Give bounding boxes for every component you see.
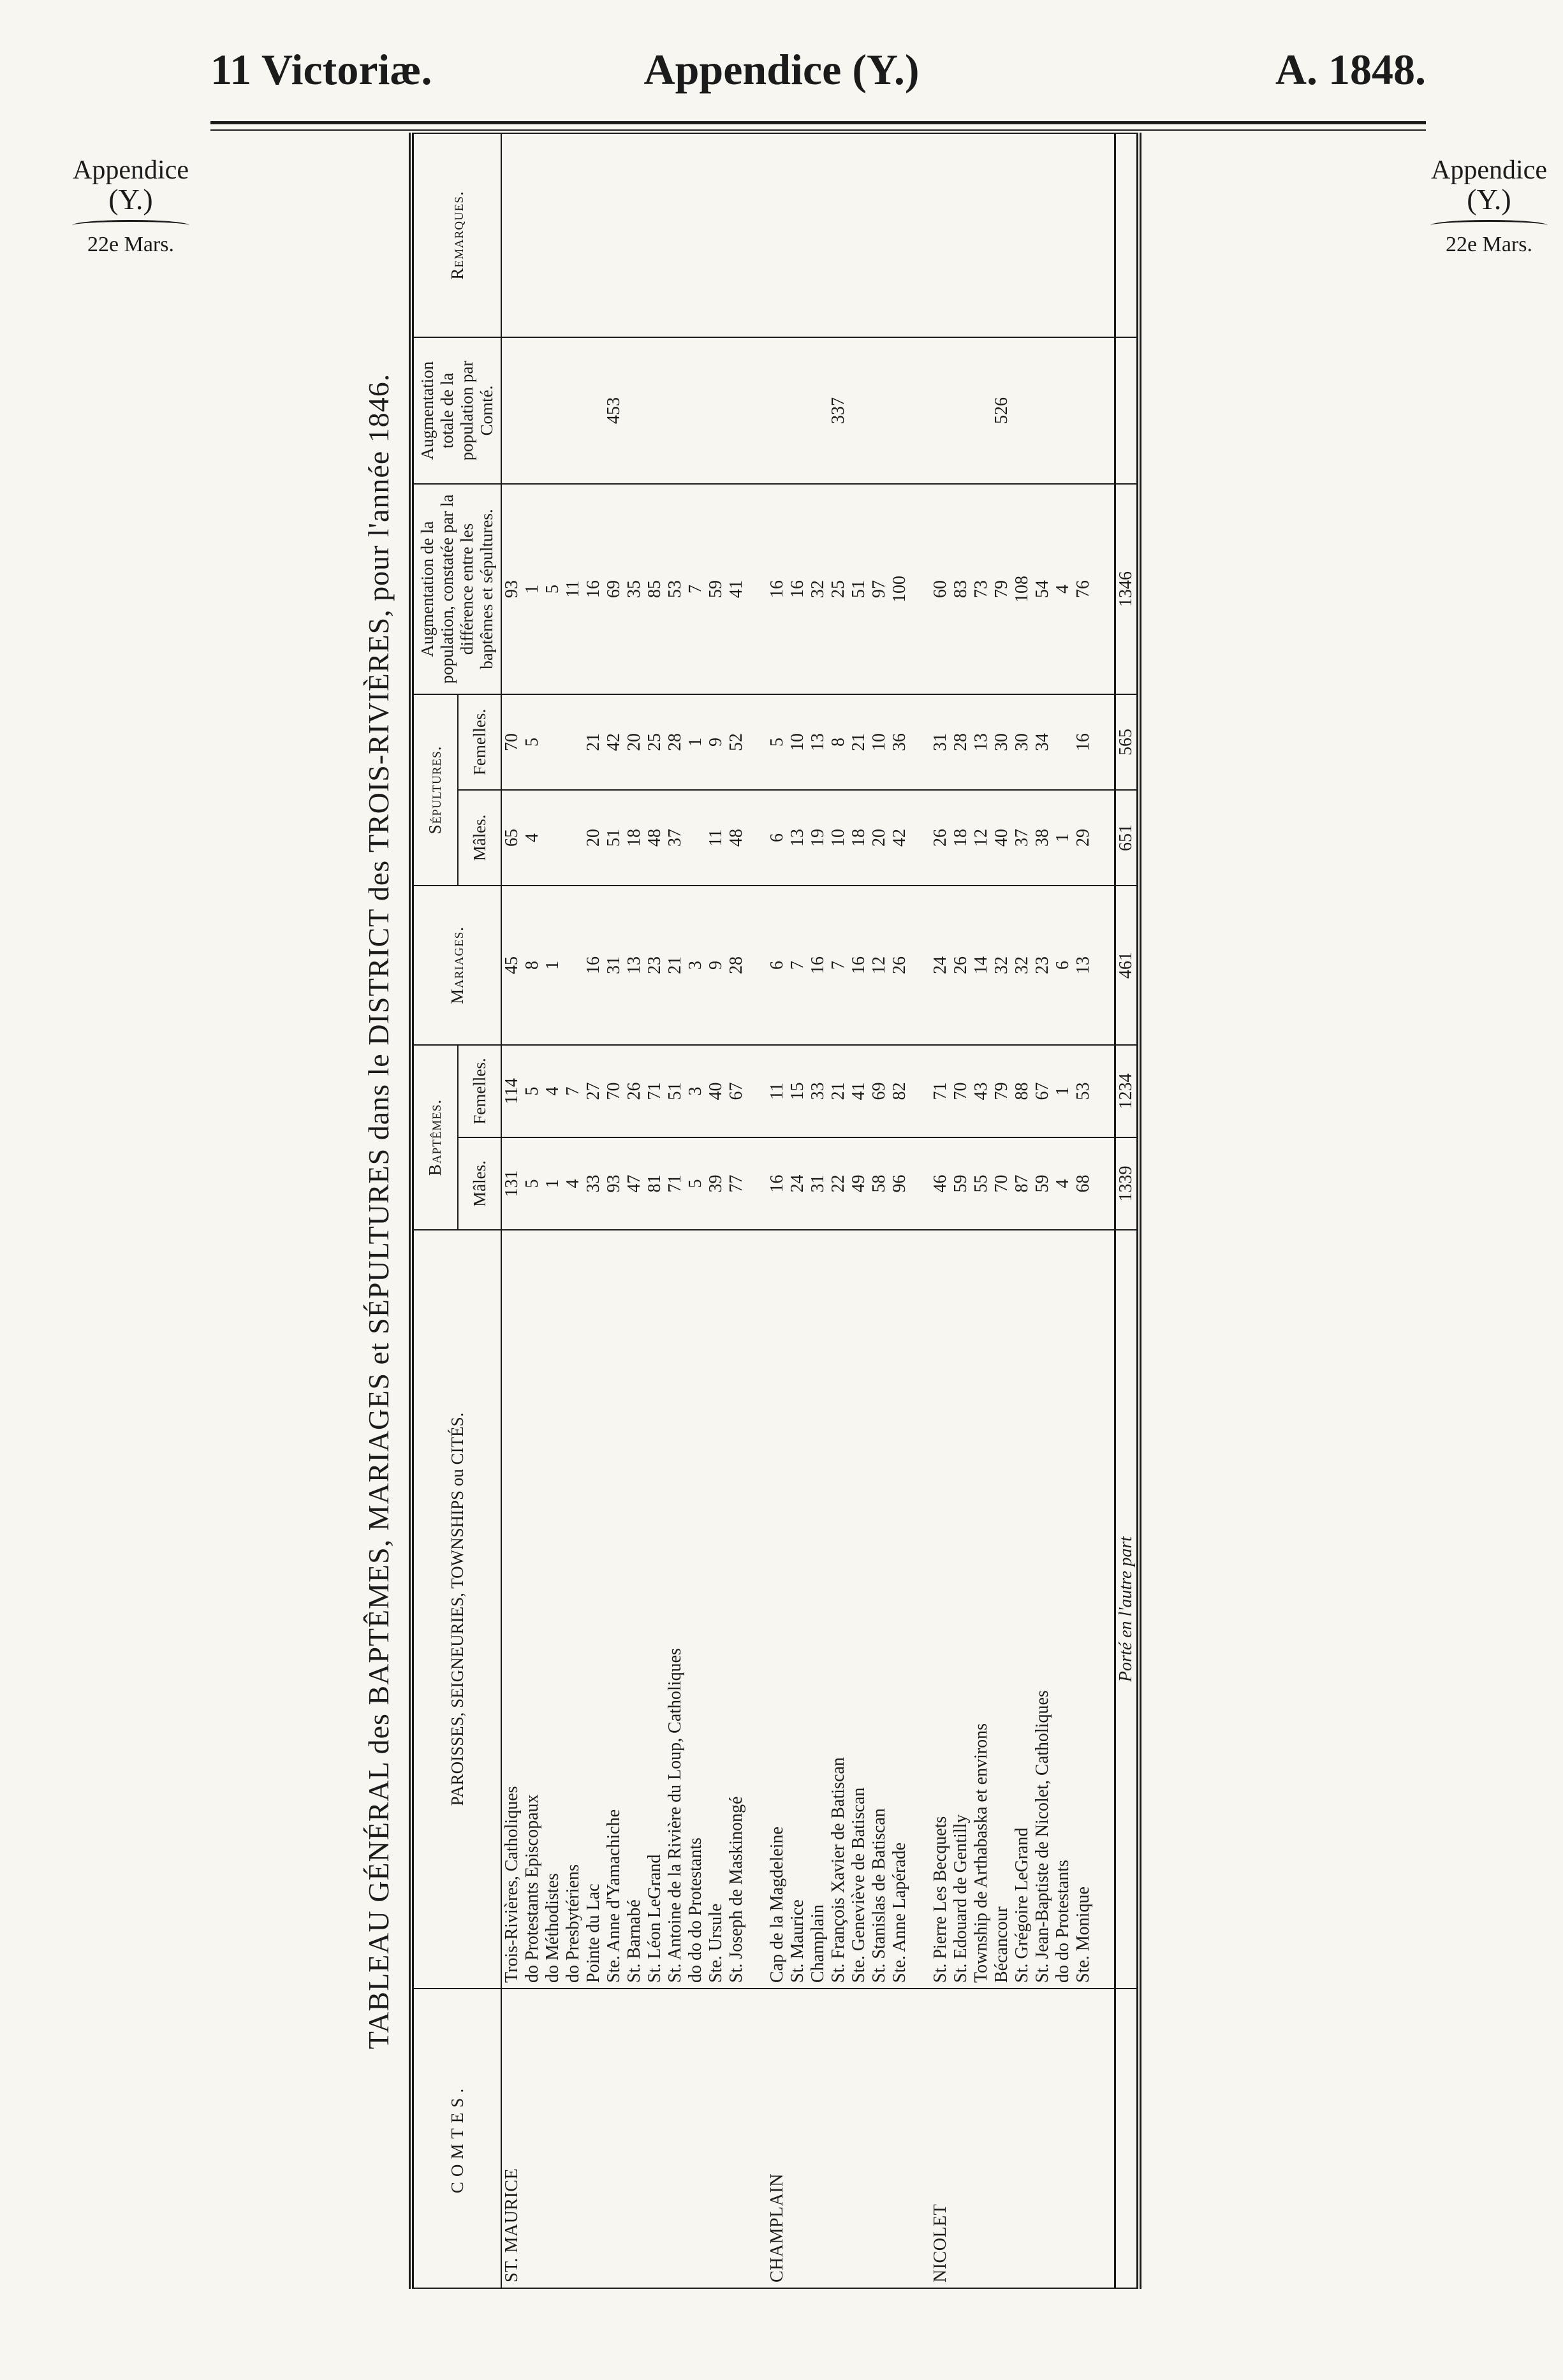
parish-name: Ste. Ursule xyxy=(706,1230,726,1989)
col-header-sepultures-males: Mâles. xyxy=(458,790,501,886)
county-name: CHAMPLAIN xyxy=(767,1989,788,2288)
cell-augmentation: 16 xyxy=(767,484,788,694)
cell-sepultures-femelles: 5 xyxy=(522,694,543,790)
cell-baptemes-femelles: 69 xyxy=(869,1045,890,1137)
cell-sepultures-males: 18 xyxy=(624,790,645,886)
col-header-augmentation: Augmentation de la population, constatée par la différence entre les baptêmes et sépultures. xyxy=(411,484,501,694)
cell-sepultures-femelles: 13 xyxy=(808,694,828,790)
col-header-augmentation-totale: Augmentation totale de la population par Comté. xyxy=(411,337,501,484)
totals-baptemes-males: 1339 xyxy=(1115,1137,1140,1230)
parish-name: St. Stanislas de Batiscan xyxy=(869,1230,890,1989)
cell-sepultures-femelles: 21 xyxy=(583,694,604,790)
cell-sepultures-males xyxy=(686,790,706,886)
cell-mariages: 24 xyxy=(930,886,951,1045)
cell-mariages: 32 xyxy=(992,886,1012,1045)
cell-baptemes-males: 22 xyxy=(828,1137,849,1230)
margin-note-date: 22e Mars. xyxy=(1446,233,1532,257)
county-total: 453 xyxy=(604,337,624,484)
cell-sepultures-femelles: 13 xyxy=(971,694,992,790)
cell-baptemes-femelles: 53 xyxy=(1073,1045,1094,1137)
table-row xyxy=(522,133,543,2288)
ledger-table xyxy=(409,133,1141,2289)
cell-augmentation: 83 xyxy=(951,484,971,694)
margin-note-letter: (Y.) xyxy=(108,183,153,216)
cell-sepultures-femelles: 28 xyxy=(951,694,971,790)
cell-augmentation: 51 xyxy=(849,484,869,694)
cell-augmentation: 93 xyxy=(501,484,522,694)
table-row xyxy=(1032,133,1053,2288)
cell-baptemes-femelles: 3 xyxy=(686,1045,706,1137)
parish-name: do Méthodistes xyxy=(543,1230,563,1989)
ledger-body xyxy=(501,133,1139,2288)
cell-baptemes-femelles: 15 xyxy=(788,1045,808,1137)
table-row xyxy=(665,133,686,2288)
cell-mariages: 12 xyxy=(869,886,890,1045)
cell-baptemes-femelles: 26 xyxy=(624,1045,645,1137)
col-header-baptemes: Baptêmes. xyxy=(411,1045,458,1230)
cell-baptemes-males: 93 xyxy=(604,1137,624,1230)
cell-baptemes-femelles: 70 xyxy=(951,1045,971,1137)
cell-sepultures-males: 10 xyxy=(828,790,849,886)
cell-baptemes-femelles: 27 xyxy=(583,1045,604,1137)
cell-augmentation: 85 xyxy=(645,484,665,694)
cell-mariages xyxy=(563,886,583,1045)
cell-augmentation: 79 xyxy=(992,484,1012,694)
cell-sepultures-femelles: 36 xyxy=(890,694,910,790)
cell-augmentation: 25 xyxy=(828,484,849,694)
cell-sepultures-males: 20 xyxy=(869,790,890,886)
cell-sepultures-males: 38 xyxy=(1032,790,1053,886)
cell-sepultures-males: 19 xyxy=(808,790,828,886)
cell-sepultures-femelles: 28 xyxy=(665,694,686,790)
cell-augmentation: 41 xyxy=(726,484,747,694)
parish-name: St. Joseph de Maskinongé xyxy=(726,1230,747,1989)
cell-sepultures-femelles: 5 xyxy=(767,694,788,790)
cell-sepultures-males: 18 xyxy=(951,790,971,886)
totals-mariages: 461 xyxy=(1115,886,1140,1045)
county-total: 337 xyxy=(828,337,849,484)
cell-baptemes-males: 49 xyxy=(849,1137,869,1230)
parish-name: St. Jean-Baptiste de Nicolet, Catholiques xyxy=(1032,1230,1053,1989)
parish-name: Ste. Anne d'Yamachiche xyxy=(604,1230,624,1989)
parish-name: Ste. Anne Lapérade xyxy=(890,1230,910,1989)
running-header-title: Appendice (Y.) xyxy=(643,45,920,94)
cell-sepultures-males xyxy=(563,790,583,886)
table-row xyxy=(869,133,890,2288)
col-header-comtes: COMTES. xyxy=(411,1989,501,2288)
parish-name: Township de Arthabaska et environs xyxy=(971,1230,992,1989)
table-row xyxy=(583,133,604,2288)
cell-mariages: 9 xyxy=(706,886,726,1045)
cell-mariages: 45 xyxy=(501,886,522,1045)
col-header-mariages: Mariages. xyxy=(411,886,501,1045)
cell-sepultures-males: 29 xyxy=(1073,790,1094,886)
margin-note-date: 22e Mars. xyxy=(87,233,174,257)
cell-baptemes-males: 1 xyxy=(543,1137,563,1230)
parish-name: St. Edouard de Gentilly xyxy=(951,1230,971,1989)
table-row xyxy=(808,133,828,2288)
cell-augmentation: 53 xyxy=(665,484,686,694)
cell-baptemes-femelles: 71 xyxy=(930,1045,951,1137)
cell-augmentation: 73 xyxy=(971,484,992,694)
cell-baptemes-males: 96 xyxy=(890,1137,910,1230)
cell-mariages: 6 xyxy=(767,886,788,1045)
cell-mariages: 13 xyxy=(624,886,645,1045)
margin-note-letter: (Y.) xyxy=(1467,183,1511,216)
cell-baptemes-males: 47 xyxy=(624,1137,645,1230)
cell-augmentation: 60 xyxy=(930,484,951,694)
cell-mariages: 6 xyxy=(1053,886,1073,1045)
cell-sepultures-femelles: 8 xyxy=(828,694,849,790)
cell-sepultures-males: 37 xyxy=(1012,790,1032,886)
cell-baptemes-males: 31 xyxy=(808,1137,828,1230)
cell-sepultures-femelles: 20 xyxy=(624,694,645,790)
col-header-baptemes-males: Mâles. xyxy=(458,1137,501,1230)
cell-sepultures-femelles: 21 xyxy=(849,694,869,790)
cell-sepultures-femelles: 16 xyxy=(1073,694,1094,790)
col-header-remarques: Remarques. xyxy=(411,133,501,337)
parish-name: St. Pierre Les Becquets xyxy=(930,1230,951,1989)
totals-label: Porté en l'autre part xyxy=(1115,1230,1140,1989)
table-row xyxy=(1053,133,1073,2288)
cell-mariages: 13 xyxy=(1073,886,1094,1045)
cell-baptemes-femelles: 41 xyxy=(849,1045,869,1137)
parish-name: Bécancour xyxy=(992,1230,1012,1989)
cell-augmentation: 69 xyxy=(604,484,624,694)
running-header-left: 11 Victoriæ. xyxy=(210,45,432,94)
parish-name: St. Grégoire LeGrand xyxy=(1012,1230,1032,1989)
table-row xyxy=(501,133,522,2288)
cell-augmentation: 32 xyxy=(808,484,828,694)
group-spacer xyxy=(910,133,930,2288)
margin-brace xyxy=(1430,220,1548,231)
cell-mariages: 23 xyxy=(645,886,665,1045)
cell-sepultures-males: 37 xyxy=(665,790,686,886)
cell-baptemes-femelles: 67 xyxy=(726,1045,747,1137)
parish-name: St. Léon LeGrand xyxy=(645,1230,665,1989)
cell-sepultures-males xyxy=(543,790,563,886)
table-row xyxy=(543,133,563,2288)
cell-mariages: 7 xyxy=(828,886,849,1045)
cell-mariages: 21 xyxy=(665,886,686,1045)
cell-baptemes-males: 16 xyxy=(767,1137,788,1230)
cell-augmentation: 1 xyxy=(522,484,543,694)
parish-name: do do Protestants xyxy=(1053,1230,1073,1989)
table-row xyxy=(645,133,665,2288)
cell-mariages: 7 xyxy=(788,886,808,1045)
table-row xyxy=(604,133,624,2288)
cell-sepultures-males: 48 xyxy=(645,790,665,886)
cell-sepultures-femelles: 9 xyxy=(706,694,726,790)
cell-sepultures-males: 12 xyxy=(971,790,992,886)
table-row xyxy=(1012,133,1032,2288)
totals-row xyxy=(1115,133,1140,2288)
parish-name: do Protestants Episcopaux xyxy=(522,1230,543,1989)
cell-baptemes-femelles: 1 xyxy=(1053,1045,1073,1137)
parish-name: do Presbytériens xyxy=(563,1230,583,1989)
cell-baptemes-femelles: 71 xyxy=(645,1045,665,1137)
cell-mariages: 14 xyxy=(971,886,992,1045)
col-header-parishes: PAROISSES, SEIGNEURIES, TOWNSHIPS ou CITÉS. xyxy=(411,1230,501,1989)
cell-baptemes-males: 5 xyxy=(522,1137,543,1230)
cell-baptemes-males: 5 xyxy=(686,1137,706,1230)
cell-baptemes-males: 33 xyxy=(583,1137,604,1230)
cell-mariages: 16 xyxy=(583,886,604,1045)
cell-augmentation: 5 xyxy=(543,484,563,694)
parish-name: St. Maurice xyxy=(788,1230,808,1989)
cell-sepultures-femelles: 1 xyxy=(686,694,706,790)
cell-sepultures-femelles xyxy=(543,694,563,790)
cell-baptemes-femelles: 21 xyxy=(828,1045,849,1137)
cell-mariages: 32 xyxy=(1012,886,1032,1045)
cell-baptemes-males: 81 xyxy=(645,1137,665,1230)
cell-augmentation: 35 xyxy=(624,484,645,694)
cell-sepultures-males: 6 xyxy=(767,790,788,886)
county-name: ST. MAURICE xyxy=(501,1989,522,2288)
cell-baptemes-femelles: 82 xyxy=(890,1045,910,1137)
cell-sepultures-femelles: 10 xyxy=(788,694,808,790)
cell-baptemes-males: 77 xyxy=(726,1137,747,1230)
parish-name: Ste. Monique xyxy=(1073,1230,1094,1989)
cell-mariages: 8 xyxy=(522,886,543,1045)
table-row xyxy=(563,133,583,2288)
cell-baptemes-femelles: 40 xyxy=(706,1045,726,1137)
cell-baptemes-femelles: 67 xyxy=(1032,1045,1053,1137)
cell-baptemes-femelles: 51 xyxy=(665,1045,686,1137)
margin-note-title: Appendice xyxy=(1431,156,1547,185)
cell-augmentation: 108 xyxy=(1012,484,1032,694)
cell-baptemes-femelles: 43 xyxy=(971,1045,992,1137)
running-header-right: A. 1848. xyxy=(1275,45,1426,94)
table-row xyxy=(930,133,951,2288)
cell-augmentation: 7 xyxy=(686,484,706,694)
cell-baptemes-males: 46 xyxy=(930,1137,951,1230)
cell-augmentation: 4 xyxy=(1053,484,1073,694)
table-title: TABLEAU GÉNÉRAL des BAPTÊMES, MARIAGES et SÉPULTURES dans le DISTRICT des TROIS-RIVIÈRES, pour l'année 1846. xyxy=(362,373,395,2050)
cell-sepultures-males: 1 xyxy=(1053,790,1073,886)
cell-baptemes-femelles: 11 xyxy=(767,1045,788,1137)
table-row xyxy=(971,133,992,2288)
group-spacer xyxy=(747,133,767,2288)
cell-mariages: 16 xyxy=(808,886,828,1045)
cell-baptemes-males: 70 xyxy=(992,1137,1012,1230)
table-row xyxy=(951,133,971,2288)
cell-mariages: 16 xyxy=(849,886,869,1045)
cell-sepultures-femelles xyxy=(563,694,583,790)
totals-sepultures-femelles: 565 xyxy=(1115,694,1140,790)
cell-sepultures-males: 18 xyxy=(849,790,869,886)
parish-name: St. Barnabé xyxy=(624,1230,645,1989)
cell-mariages: 23 xyxy=(1032,886,1053,1045)
cell-baptemes-femelles: 70 xyxy=(604,1045,624,1137)
cell-sepultures-males: 26 xyxy=(930,790,951,886)
cell-sepultures-males: 65 xyxy=(501,790,522,886)
rotated-table-block xyxy=(354,134,1342,2289)
cell-baptemes-males: 39 xyxy=(706,1137,726,1230)
table-row xyxy=(890,133,910,2288)
cell-baptemes-femelles: 79 xyxy=(992,1045,1012,1137)
col-header-baptemes-femelles: Femelles. xyxy=(458,1045,501,1137)
table-row xyxy=(788,133,808,2288)
cell-baptemes-males: 55 xyxy=(971,1137,992,1230)
cell-augmentation: 59 xyxy=(706,484,726,694)
cell-mariages: 1 xyxy=(543,886,563,1045)
totals-baptemes-femelles: 1234 xyxy=(1115,1045,1140,1137)
cell-baptemes-males: 87 xyxy=(1012,1137,1032,1230)
parish-name: do do do Protestants xyxy=(686,1230,706,1989)
county-total: 526 xyxy=(992,337,1012,484)
table-row xyxy=(726,133,747,2288)
cell-baptemes-males: 59 xyxy=(951,1137,971,1230)
cell-baptemes-femelles: 33 xyxy=(808,1045,828,1137)
county-name: NICOLET xyxy=(930,1989,951,2288)
cell-baptemes-males: 131 xyxy=(501,1137,522,1230)
table-row xyxy=(706,133,726,2288)
parish-name: St. François Xavier de Batiscan xyxy=(828,1230,849,1989)
totals-augmentation: 1346 xyxy=(1115,484,1140,694)
margin-note-left xyxy=(61,156,201,256)
cell-baptemes-males: 58 xyxy=(869,1137,890,1230)
parish-name: Ste. Geneviève de Batiscan xyxy=(849,1230,869,1989)
cell-sepultures-males: 13 xyxy=(788,790,808,886)
cell-baptemes-femelles: 7 xyxy=(563,1045,583,1137)
table-row xyxy=(767,133,788,2288)
col-header-sepultures-femelles: Femelles. xyxy=(458,694,501,790)
margin-brace xyxy=(72,220,189,231)
cell-baptemes-males: 71 xyxy=(665,1137,686,1230)
cell-sepultures-femelles xyxy=(1053,694,1073,790)
table-row xyxy=(992,133,1012,2288)
table-row xyxy=(828,133,849,2288)
cell-baptemes-males: 24 xyxy=(788,1137,808,1230)
cell-mariages: 26 xyxy=(951,886,971,1045)
parish-name: Cap de la Magdeleine xyxy=(767,1230,788,1989)
cell-augmentation: 100 xyxy=(890,484,910,694)
cell-augmentation: 97 xyxy=(869,484,890,694)
cell-baptemes-males: 4 xyxy=(1053,1137,1073,1230)
parish-name: Champlain xyxy=(808,1230,828,1989)
cell-baptemes-femelles: 114 xyxy=(501,1045,522,1137)
cell-sepultures-males: 4 xyxy=(522,790,543,886)
cell-sepultures-males: 48 xyxy=(726,790,747,886)
header-rule-thick xyxy=(210,121,1426,124)
totals-sepultures-males: 651 xyxy=(1115,790,1140,886)
table-row xyxy=(686,133,706,2288)
cell-sepultures-femelles: 70 xyxy=(501,694,522,790)
cell-sepultures-femelles: 30 xyxy=(992,694,1012,790)
parish-name: St. Antoine de la Rivière du Loup, Catholiques xyxy=(665,1230,686,1989)
cell-sepultures-males: 11 xyxy=(706,790,726,886)
table-row xyxy=(1073,133,1094,2288)
cell-augmentation: 11 xyxy=(563,484,583,694)
margin-note-right xyxy=(1419,156,1559,256)
cell-sepultures-femelles: 30 xyxy=(1012,694,1032,790)
cell-sepultures-males: 51 xyxy=(604,790,624,886)
cell-sepultures-males: 20 xyxy=(583,790,604,886)
cell-baptemes-males: 59 xyxy=(1032,1137,1053,1230)
parish-name: Pointe du Lac xyxy=(583,1230,604,1989)
cell-sepultures-males: 42 xyxy=(890,790,910,886)
cell-sepultures-femelles: 10 xyxy=(869,694,890,790)
margin-note-title: Appendice xyxy=(73,156,189,185)
cell-sepultures-femelles: 34 xyxy=(1032,694,1053,790)
cell-sepultures-males: 40 xyxy=(992,790,1012,886)
header-rule-thin xyxy=(210,129,1426,131)
cell-augmentation: 16 xyxy=(583,484,604,694)
cell-sepultures-femelles: 25 xyxy=(645,694,665,790)
col-header-sepultures: Sépultures. xyxy=(411,694,458,886)
cell-baptemes-males: 4 xyxy=(563,1137,583,1230)
cell-mariages: 31 xyxy=(604,886,624,1045)
table-row xyxy=(849,133,869,2288)
cell-augmentation: 76 xyxy=(1073,484,1094,694)
table-row xyxy=(624,133,645,2288)
cell-sepultures-femelles: 31 xyxy=(930,694,951,790)
group-spacer xyxy=(1094,133,1115,2288)
cell-mariages: 3 xyxy=(686,886,706,1045)
cell-mariages: 26 xyxy=(890,886,910,1045)
cell-sepultures-femelles: 42 xyxy=(604,694,624,790)
cell-mariages: 28 xyxy=(726,886,747,1045)
parish-name: Trois-Rivières, Catholiques xyxy=(501,1230,522,1989)
cell-baptemes-males: 68 xyxy=(1073,1137,1094,1230)
cell-baptemes-femelles: 5 xyxy=(522,1045,543,1137)
cell-baptemes-femelles: 4 xyxy=(543,1045,563,1137)
cell-baptemes-femelles: 88 xyxy=(1012,1045,1032,1137)
cell-sepultures-femelles: 52 xyxy=(726,694,747,790)
cell-augmentation: 16 xyxy=(788,484,808,694)
cell-augmentation: 54 xyxy=(1032,484,1053,694)
